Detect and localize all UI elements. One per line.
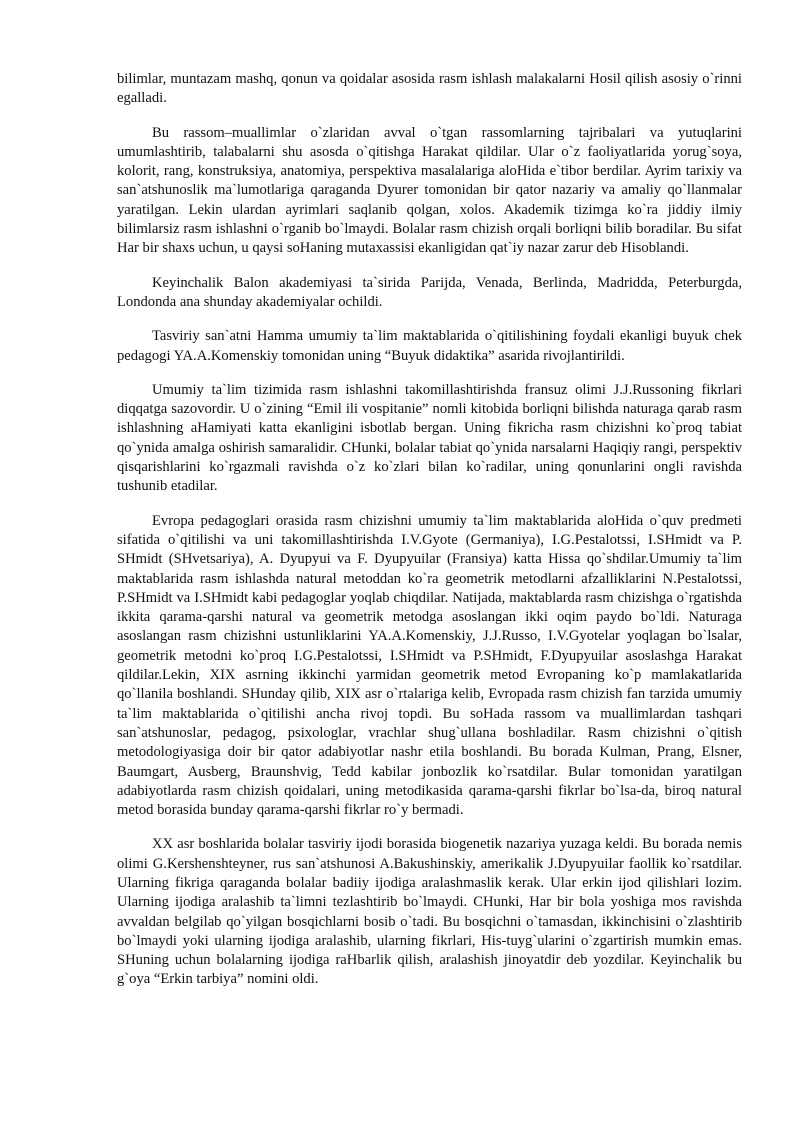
paragraph-1: bilimlar, muntazam mashq, qonun va qoidalar asosida rasm ishlash malakalarni Hosil qilish asosiy o`rinni egalladi. xyxy=(117,71,742,107)
document-page xyxy=(117,70,742,1005)
paragraph-7: XX asr boshlarida bolalar tasviriy ijodi borasida biogenetik nazariya yuzaga keldi. Bu borada nemis olimi G.Kershenshteyner, rus san`atshunosi A.Bakushinskiy, amerikalik J.Dyupyuilar faollik ko`rsatdilar. Ularning fikriga qaraganda bolalar badiiy ijodiga aralashmaslik kerak. Ular erkin ijod qilishlari lozim. Ularning ijodiga aralashib ta`limni tezlashtirib bo`lmaydi. CHunki, Har bir bola yoshiga mos ravishda avvaldan belgilab qo`yilgan bosqichlarni bosib o`tadi. Bu bosqichni o`tamasdan, ikkinchisini o`zlashtirib bo`lmaydi yoki ularning ijodiga aralashib, ularning fikrlari, His-tuyg`ularini o`zgartirish mumkin emas. SHuning uchun bolalarning ijodiga raHbarlik qilish, aralashish jinoyatdir deb yozdilar. Keyinchalik bu g`oya “Erkin tarbiya” nomini oldi. xyxy=(117,836,742,988)
paragraph-6: Evropa pedagoglari orasida rasm chizishni umumiy ta`lim maktablarida aloHida o`quv predmeti sifatida o`qitilishi va uni takomillashtirishda I.V.Gyote (Germaniya), I.G.Pestalotssi, I.SHmidt va P. SHmidt (SHvetsariya), A. Dyupyui va F. Dyupyuilar (Fransiya) katta Hissa qo`shdilar.Umumiy ta`lim maktablarida rasm ishlashda natural metoddan ko`ra geometrik metodlarni afzalliklarini N.Pestalotssi, P.SHmidt va I.SHmidt kabi pedagoglar yoqlab chiqdilar. Natijada, maktablarda rasm chizishga o`rgatishda ikkita qarama-qarshi natural va geometrik metodga asoslangan ikki oqim paydo bo`ldi. Naturaga asoslangan rasm chizishni ustunliklarini YA.A.Komenskiy, J.J.Russo, I.V.Gyotelar yoqlagan bo`lsalar, geometrik metodni ko`proq I.G.Pestalotssi, I.SHmidt va P.SHmidt, F.Dyupyuilar asoslashga Harakat qildilar.Lekin, XIX asrning ikkinchi yarmidan geometrik metod Evropaning ko`p mamlakatlarida qo`llanila boshlandi. SHunday qilib, XIX asr o`rtalariga kelib, Evropada rasm chizish fan tarzida umumiy ta`lim maktablarida o`qitilishi ancha rivoj topdi. Bu soHada rassom va muallimlardan tashqari san`atshunoslar, pedagog, psixologlar, vrachlar shug`ullana boshladilar. Rasm chizishni o`qitish metodologiyasiga doir bir qator adabiyotlar nashr etila boshlandi. Bu borada Kulman, Prang, Elsner, Baumgart, Ausberg, Braunshvig, Tedd kabilar jonbozlik ko`rsatdilar. Bular tomonidan yaratilgan adabiyotlarda rasm chizish qoidalari, uning metodikasida qarama-qarshi fikrlar bo`lsa-da, biroq natural metod borasida bunday qarama-qarshi fikrlar ro`y bermadi. xyxy=(117,512,742,819)
paragraph-5: Umumiy ta`lim tizimida rasm ishlashni takomillashtirishda fransuz olimi J.J.Russoning fikrlari diqqatga sazovordir. U o`zining “Emil ili vospitanie” nomli kitobida borliqni bilishda naturaga qarab rasm ishlashning aHamiyati katta ekanligini isbotlab bergan. Uning fikricha rasm chizishni ko`proq tabiat qo`ynida amalga oshirish samaralidir. CHunki, bolalar tabiat qo`ynida narsalarni Haqiqiy rangi, perspektiv qisqarishlarini ko`rgazmali ravishda o`z ko`zlari bilan ko`radilar, uning qonunlarini ongli ravishda tushunib etadilar. xyxy=(117,381,742,495)
paragraph-4: Tasviriy san`atni Hamma umumiy ta`lim maktablarida o`qitilishining foydali ekanligi buyuk chek pedagogi YA.A.Komenskiy tomonidan uning “Buyuk didaktika” asarida rivojlantirildi. xyxy=(117,328,742,364)
paragraph-3: Keyinchalik Balon akademiyasi ta`sirida Parijda, Venada, Berlinda, Madridda, Peterburgda, Londonda ana shunday akademiyalar ochildi. xyxy=(117,274,742,310)
paragraph-2: Bu rassom–muallimlar o`zlaridan avval o`tgan rassomlarning tajribalari va yutuqlarini umumlashtirib, talabalarni shu asosda o`qitishga Harakat qildilar. Ular o`z faoliyatlarida yorug`soya, kolorit, rang, konstruksiya, anatomiya, perspektiva masalalariga aloHida e`tibor berdilar. Ayrim tarixiy va san`atshunoslik ma`lumotlariga qaraganda Dyurer tomonidan bir qator nazariy va amaliy qo`llanmalar yaratilgan. Lekin ulardan ayrimlari saqlanib qolgan, xolos. Akademik tizimga ko`ra jiddiy ilmiy bilimlarsiz rasm ishlashni o`rganib bo`lmaydi. Bolalar rasm chizish orqali borliqni bilib boradilar. Bu sifat Har bir shaxs uchun, u qaysi soHaning mutaxassisi ekanligidan qat`iy nazar zarur deb Hisoblandi. xyxy=(117,124,742,257)
